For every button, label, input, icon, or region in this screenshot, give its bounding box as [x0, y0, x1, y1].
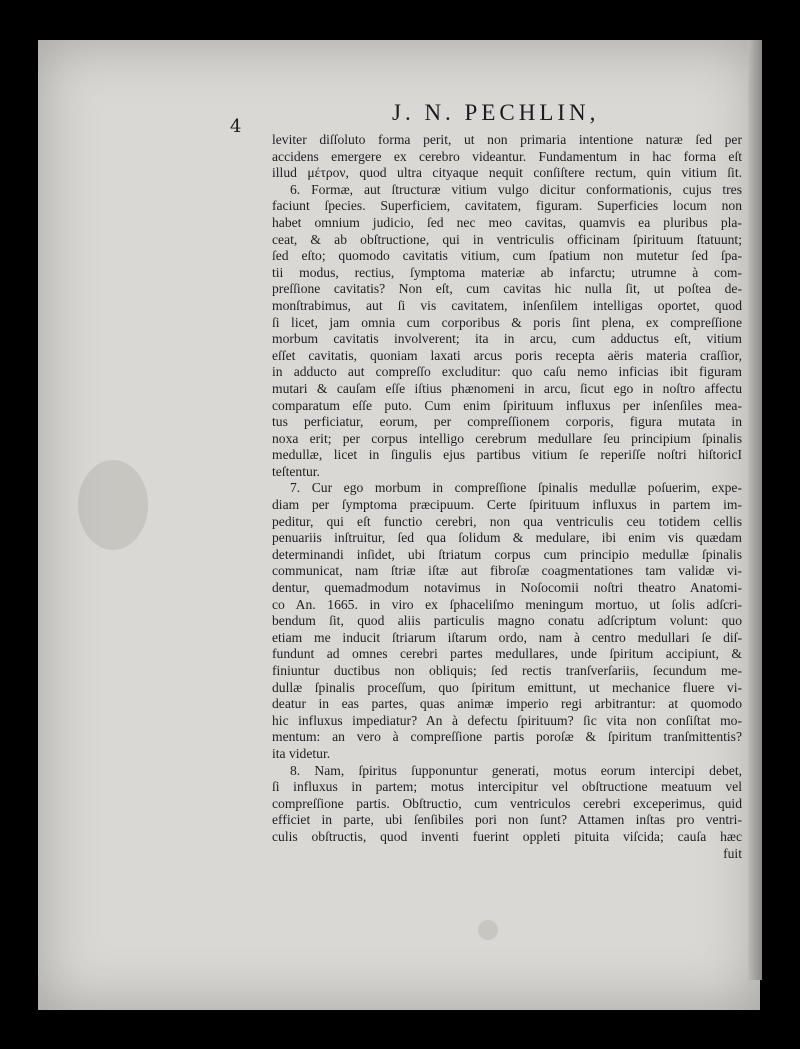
paper-stain: [478, 920, 498, 940]
text-line: ſi influxus in partem; motus intercipitur vel obſtructione meatuum vel: [272, 779, 742, 795]
text-line: bendum ſit, quod aliis particulis magno conatu adſcriptum volunt: quo: [272, 613, 742, 629]
text-line: penuariis inſtruitur, ſed qua ſolidum & medulare, ibi enim vis quædam: [272, 530, 742, 546]
text-line: eſſet cavitatis, quoniam laxati arcus poris recepta aëris materia craſſior,: [272, 347, 742, 363]
running-head: J. N. PECHLIN,: [392, 100, 600, 125]
text-line: leviter diſſoluto forma perit, ut non primaria intentione naturæ ſed per: [272, 132, 742, 147]
text-line: mutari & cauſam eſſe iſtius phænomeni in arcu, ſicut ego in noſtro affectu: [272, 380, 742, 396]
text-line: culis obſtructis, quod inventi fuerint oppleti pituita viſcida; cauſa hæc: [272, 828, 742, 844]
text-line: hic influxus impediatur? An à defectu ſpirituum? ſic vita non conſiſtat mo-: [272, 712, 742, 728]
text-line: in adducto aut compreſſo excluditur: quo caſu nemo inficias ibit figuram: [272, 364, 742, 380]
text-line: medullæ, licet in ſingulis ejus partibus vitium ſe reperiſſe noſtri hiſtoricI: [272, 447, 742, 463]
page-number: 4: [230, 116, 242, 137]
text-line: teſtentur.: [272, 463, 320, 479]
text-line: 6. Formæ, aut ſtructuræ vitium vulgo dicitur conformationis, cujus tres: [290, 181, 742, 197]
text-line: illud μέτρον, quod ultra cityaque nequit conſiſtere rectum, quin vitium ſit.: [272, 165, 742, 181]
text-line: 7. Cur ego morbum in compreſſione ſpinalis medullæ poſuerim, expe-: [290, 480, 742, 496]
catchword: fuit: [723, 845, 742, 861]
text-line: dentur, quemadmodum notavimus in Noſocomii noſtri theatro Anatomi-: [272, 580, 742, 596]
text-line: morbum cavitatis involverent; ita in arcu, cum adductus eſt, vitium: [272, 331, 742, 347]
text-line: dullæ ſpinalis proceſſum, quo ſpiritum emittunt, ut mechanice fluere vi-: [272, 679, 742, 695]
text-line: mentum: an vero à compreſſione partis poroſæ & ſpiritum tranſmittentis?: [272, 729, 742, 745]
text-line: determinandi inſidet, ubi ſtriatum corpus cum principio medullæ ſpinalis: [272, 546, 742, 562]
text-line: preſſione cavitatis? Non eſt, cum cavitas hic nulla ſit, ut poſtea de-: [272, 281, 742, 297]
text-line: deatur in eas partes, quas animæ imperio regi arbitrantur: at quomodo: [272, 696, 742, 712]
text-line: finiuntur ductibus non obliquis; ſed rectis tranſverſariis, ſecundum me-: [272, 663, 742, 678]
text-line: faciunt ſpecies. Superficiem, cavitatem, figuram. Superficies locum non: [272, 198, 742, 214]
text-line: noxa erit; per corpus intelligo cerebrum medullare ſeu principium ſpinalis: [272, 430, 742, 446]
text-line: compreſſione partis. Obſtructio, cum ventriculos cerebri exceperimus, quid: [272, 795, 742, 811]
body-text: [272, 132, 742, 862]
page-edge: [748, 40, 762, 980]
text-line: comparatum eſſe puto. Cum enim ſpirituum influxus per inſenſiles mea-: [272, 397, 742, 413]
text-line: tus perficiatur, eorum, per compreſſionem corporis, figura mutata in: [272, 414, 742, 430]
text-line: tii modus, rectius, ſymptoma materiæ ab infarctu; utrumne à com-: [272, 264, 742, 280]
text-line: peditur, qui eſt functio cerebri, non qua ventriculis ceu totidem cellis: [272, 513, 742, 529]
text-line: fundunt ad omnes cerebri partes medullares, unde ſpiritum accipiunt, &: [272, 646, 742, 662]
text-line: efficiet in parte, ubi ſenſibiles pori non ſunt? Attamen inſtas pro ventri-: [272, 812, 742, 828]
text-line: ita videtur.: [272, 745, 331, 761]
text-line: communicat, nam ſtriæ iſtæ aut fibroſæ coagmentationes tam validæ vi-: [272, 563, 742, 579]
text-line: 8. Nam, ſpiritus ſupponuntur generati, motus eorum intercipi debet,: [290, 762, 742, 778]
text-line: ceat, & ab obſtructione, qui in ventriculis officinam ſpirituum ſtatuunt;: [272, 231, 742, 247]
text-line: co An. 1665. in viro ex ſphaceliſmo meningum mortuo, ut ſolis adſcri-: [272, 596, 742, 612]
paper-stain: [78, 460, 148, 550]
text-line: monſtrabimus, aut ſi vis cavitatem, inſenſilem intelligas oportet, quod: [272, 297, 742, 313]
text-line: etiam me inducit ſtriarum iſtarum ordo, nam à centro medullari ſe diſ-: [272, 629, 742, 645]
text-line: accidens emergere ex cerebro videantur. Fundamentum in hac forma eſt: [272, 148, 742, 164]
text-line: ſi licet, jam omnia cum corporibus & poris ſint plena, ex compreſſione: [272, 314, 742, 330]
text-line: diam per ſymptoma præcipuum. Certe ſpirituum influxus in partem im-: [272, 497, 742, 513]
text-line: habet omnium judicio, ſed nec meo cavitas, quamvis ea pluribus pla-: [272, 214, 742, 230]
text-line: ſed eſto; quomodo cavitatis vitium, cum ſpatium non mutetur ſed ſpa-: [272, 248, 742, 264]
